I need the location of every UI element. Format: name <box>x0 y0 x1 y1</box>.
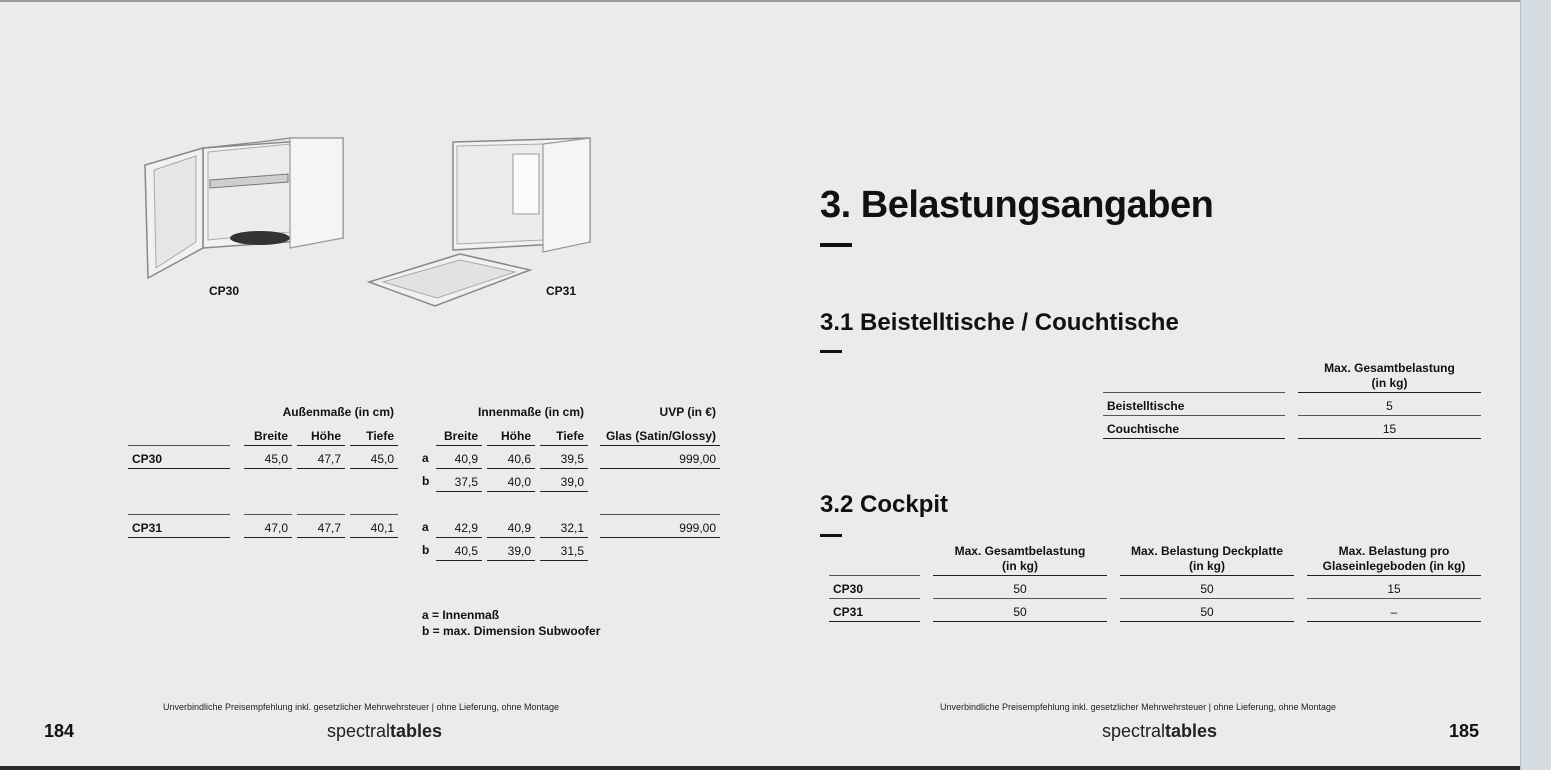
cp31-innen-a-breite: 42,9 <box>436 520 482 538</box>
cp31-innen-a-tag: a <box>422 520 429 534</box>
section1-row-value-couchtische: 15 <box>1298 421 1481 439</box>
section2-cp31-deckplatte: 50 <box>1120 604 1294 622</box>
cp31-innen-b-hoehe: 39,0 <box>487 543 535 561</box>
aussen-hoehe-header: Höhe <box>297 428 345 446</box>
page-title: 3. Belastungsangaben <box>820 184 1214 226</box>
cp30-innen-a-tiefe: 39,5 <box>540 451 588 469</box>
brand-bold-text: tables <box>390 721 443 741</box>
cp30-innen-a-hoehe: 40,6 <box>487 451 535 469</box>
cp30-innen-a-tag: a <box>422 451 429 465</box>
uvp-glas-header: Glas (Satin/Glossy) <box>600 428 720 446</box>
table-row-name-cp31: CP31 <box>128 520 230 538</box>
frame-bottom-border <box>0 766 1520 770</box>
cp30-aussen-breite: 45,0 <box>244 451 292 469</box>
right-brand-logo <box>1102 721 1217 742</box>
section1-dash <box>820 350 842 353</box>
cp30-innen-b-hoehe: 40,0 <box>487 474 535 492</box>
aussen-breite-header: Breite <box>244 428 292 446</box>
divider-line <box>128 497 230 515</box>
section2-title: 3.2 Cockpit <box>820 491 949 518</box>
innenmasse-header: Innenmaße (in cm) <box>477 405 584 419</box>
section2-header-deckplatte: Max. Belastung Deckplatte (in kg) <box>1120 544 1294 576</box>
cp30-aussen-tiefe: 45,0 <box>350 451 398 469</box>
divider-line <box>350 497 398 515</box>
cp31-aussen-hoehe: 47,7 <box>297 520 345 538</box>
cp31-innen-b-tag: b <box>422 543 430 557</box>
divider-line <box>1103 375 1285 393</box>
right-page-number: 185 <box>1449 721 1480 741</box>
section1-row-name-couchtische: Couchtische <box>1103 421 1285 439</box>
section1-header: Max. Gesamtbelastung (in kg) <box>1298 361 1481 393</box>
section1-row-name-beistelltische: Beistelltische <box>1103 398 1285 416</box>
title-dash <box>820 243 852 247</box>
section2-cp30-deckplatte: 50 <box>1120 581 1294 599</box>
cp30-innen-b-tag: b <box>422 474 430 488</box>
frame-top-border <box>0 0 1520 2</box>
cp30-innen-b-tiefe: 39,0 <box>540 474 588 492</box>
cp31-aussen-breite: 47,0 <box>244 520 292 538</box>
left-page-number: 184 <box>44 721 75 741</box>
cp31-innen-b-tiefe: 31,5 <box>540 543 588 561</box>
section1-title: 3.1 Beistelltische / Couchtische <box>820 309 1179 336</box>
cp30-image-label: CP30 <box>209 284 240 298</box>
legend-a: a = Innenmaß <box>422 608 500 622</box>
cp30-innen-b-breite: 37,5 <box>436 474 482 492</box>
section2-cp31-gesamt: 50 <box>933 604 1107 622</box>
cp31-image-label: CP31 <box>546 284 577 298</box>
cp30-aussen-hoehe: 47,7 <box>297 451 345 469</box>
section2-cp30-gesamt: 50 <box>933 581 1107 599</box>
vertical-scrollbar[interactable] <box>1520 0 1551 770</box>
divider-line <box>829 558 920 576</box>
cp31-innen-a-tiefe: 32,1 <box>540 520 588 538</box>
section1-row-value-beistelltische: 5 <box>1298 398 1481 416</box>
brand-light-text: spectral <box>1102 721 1166 741</box>
cp30-uvp: 999,00 <box>600 451 720 469</box>
left-footer-note: Unverbindliche Preisempfehlung inkl. gesetzlicher Mehrwehrsteuer | ohne Lieferung, ohne Montage <box>163 702 560 712</box>
section2-dash <box>820 534 842 537</box>
left-brand-logo <box>327 721 442 742</box>
cp30-innen-a-breite: 40,9 <box>436 451 482 469</box>
name-header-line <box>128 428 230 446</box>
cp31-aussen-tiefe: 40,1 <box>350 520 398 538</box>
aussenmasse-header: Außenmaße (in cm) <box>282 405 394 419</box>
cp31-uvp: 999,00 <box>600 520 720 538</box>
uvp-header: UVP (in €) <box>659 405 716 419</box>
legend-b: b = max. Dimension Subwoofer <box>422 624 601 638</box>
innen-tiefe-header: Tiefe <box>540 428 588 446</box>
section2-row-name-cp30: CP30 <box>829 581 920 599</box>
cp30-cabinet-illustration <box>140 130 350 280</box>
right-footer-note: Unverbindliche Preisempfehlung inkl. gesetzlicher Mehrwehrsteuer | ohne Lieferung, ohne Montage <box>940 702 1337 712</box>
section2-header-glaseinlegeboden: Max. Belastung pro Glaseinlegeboden (in kg) <box>1307 544 1481 576</box>
table-row-name-cp30: CP30 <box>128 451 230 469</box>
section2-row-name-cp31: CP31 <box>829 604 920 622</box>
cp31-innen-b-breite: 40,5 <box>436 543 482 561</box>
brand-light-text: spectral <box>327 721 391 741</box>
cp31-innen-a-hoehe: 40,9 <box>487 520 535 538</box>
section2-header-gesamt: Max. Gesamtbelastung (in kg) <box>933 544 1107 576</box>
innen-hoehe-header: Höhe <box>487 428 535 446</box>
divider-line <box>297 497 345 515</box>
divider-line <box>600 497 720 515</box>
section2-cp30-glaseinlegeboden: 15 <box>1307 581 1481 599</box>
brand-bold-text: tables <box>1165 721 1218 741</box>
cp31-cabinet-illustration <box>365 130 595 310</box>
aussen-tiefe-header: Tiefe <box>350 428 398 446</box>
section2-cp31-glaseinlegeboden: – <box>1307 604 1481 622</box>
divider-line <box>244 497 292 515</box>
innen-breite-header: Breite <box>436 428 482 446</box>
